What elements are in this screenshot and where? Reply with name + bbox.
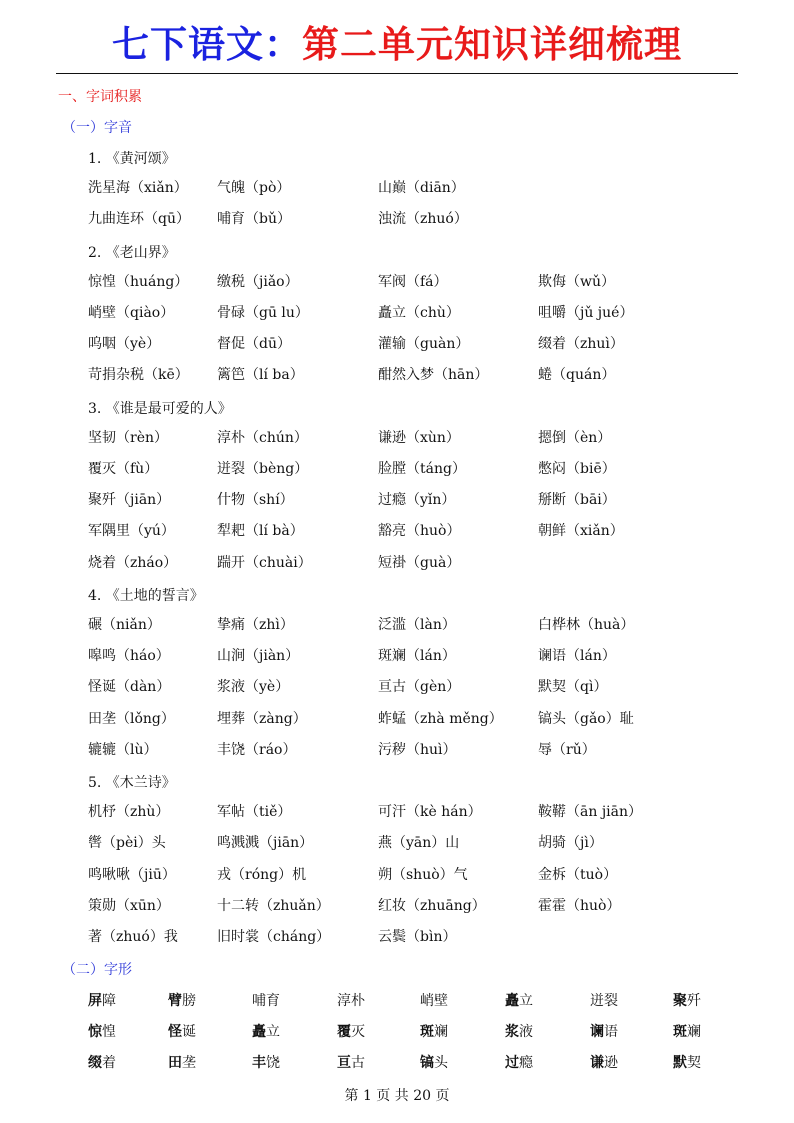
glyph-item [88,990,116,1010]
glyph-char-1: 臂 [168,993,182,1009]
vocab-item: 十二转（zhuǎn） [217,897,330,914]
vocab-item: 咀嚼（jǔ jué） [538,305,634,321]
glyph-char-1: 屏 [88,993,102,1009]
vocab-row [0,832,794,856]
glyph-char-1: 聚 [673,993,687,1009]
vocab-row [0,427,794,451]
glyph-item [673,1052,701,1072]
vocab-item: 谦逊（xùn） [378,429,460,446]
vocab-item: 碾（niǎn） [88,617,161,633]
vocab-row [0,364,794,388]
glyph-char-2: 语 [604,1024,618,1040]
glyph-char-1: 矗 [252,1024,266,1040]
glyph-char-2: 斓 [434,1024,448,1040]
glyph-char-2: 立 [519,993,533,1009]
glyph-item [252,1052,280,1072]
glyph-char-2: 逊 [604,1055,618,1071]
vocab-item: 聚歼（jiān） [88,492,171,509]
vocab-item: 燕（yān）山 [378,835,460,852]
glyph-item [420,990,448,1010]
vocab-item: 鸣啾啾（jiū） [88,866,176,883]
section-heading: 一、字词积累 [58,89,142,105]
vocab-item: 蚱蜢（zhà měng） [378,710,503,727]
vocab-item: 掰断（bāi） [538,492,616,509]
vocab-item: 朔（shuò）气 [378,866,468,883]
vocab-item: 呜咽（yè） [88,336,161,353]
glyph-char-1: 惊 [88,1024,102,1040]
lesson-title: 4. 《土地的誓言》 [88,587,204,604]
glyph-char-1: 斑 [420,1024,434,1040]
glyph-item [337,1052,365,1072]
glyph-char-1: 丰 [252,1055,266,1071]
vocab-row [0,520,794,544]
vocab-row [0,208,794,232]
glyph-item [590,990,618,1010]
vocab-item: 旧时裳（cháng） [217,929,331,945]
vocab-item: 九曲连环（qū） [88,211,190,228]
vocab-item: 踹开（chuài） [217,554,312,571]
glyph-char-1: 默 [673,1055,687,1071]
vocab-item: 浊流（zhuó） [378,211,468,228]
vocab-item: 烧着（zháo） [88,554,178,571]
vocab-item: 什物（shí） [217,492,294,509]
glyph-item [420,1021,448,1041]
glyph-char-1: 怪 [168,1024,182,1040]
glyph-char-2: 头 [434,1055,448,1071]
glyph-char-1: 缀 [88,1055,102,1071]
glyph-item [673,990,701,1010]
glyph-item [337,1021,365,1041]
glyph-item [168,1052,196,1072]
vocab-item: 挚痛（zhì） [217,617,294,633]
vocab-item: 埋葬（zàng） [217,710,307,727]
glyph-char-2: 立 [266,1024,280,1040]
vocab-item: 辔（pèi）头 [88,835,166,852]
glyph-row [0,1021,794,1045]
vocab-item: 金柝（tuò） [538,866,618,883]
glyph-char-1: 斑 [673,1024,687,1040]
vocab-row [0,895,794,919]
vocab-row [0,926,794,950]
glyph-char-1: 矗 [505,993,519,1009]
lesson-title: 5. 《木兰诗》 [88,775,176,791]
glyph-char-2: 垄 [182,1055,196,1071]
vocab-row [0,864,794,888]
glyph-char-2: 惶 [102,1024,116,1040]
glyph-item [252,1021,280,1041]
vocab-item: 犁耙（lí bà） [217,523,304,540]
vocab-row [0,458,794,482]
glyph-char-1: 浆 [505,1024,519,1040]
vocab-item: 谰语（lán） [538,648,616,665]
glyph-char-2: 契 [687,1055,701,1071]
glyph-char-2: 歼 [687,993,701,1009]
vocab-item: 污秽（huì） [378,741,457,758]
glyph-char-2: 迸裂 [590,993,618,1009]
vocab-row [0,645,794,669]
vocab-item: 戎（róng）机 [217,866,307,883]
vocab-item: 浆液（yè） [217,679,290,696]
vocab-item: 短褂（guà） [378,554,461,571]
vocab-row [0,302,794,326]
glyph-item [505,1021,533,1041]
glyph-item [420,1052,448,1072]
vocab-item: 缴税（jiǎo） [217,273,299,290]
glyph-item [168,990,196,1010]
vocab-row [0,271,794,295]
vocab-item: 山涧（jiàn） [217,648,300,665]
page-footer: 第 1 页 共 20 页 [344,1088,450,1104]
vocab-item: 辱（rǔ） [538,741,596,758]
glyph-char-2: 瘾 [519,1055,533,1071]
vocab-row [0,177,794,201]
vocab-item: 气魄（pò） [217,180,291,197]
vocab-item: 军阀（fá） [378,273,448,290]
vocab-row [0,614,794,638]
vocab-item: 亘古（gèn） [378,679,461,696]
glyph-char-2: 饶 [266,1055,280,1071]
glyph-item [252,990,280,1010]
glyph-row [0,990,794,1014]
vocab-item: 军隅里（yú） [88,523,175,540]
vocab-item: 霍霍（huò） [538,897,621,914]
glyph-char-1: 亘 [337,1055,351,1071]
vocab-item: 丰饶（ráo） [217,741,297,758]
vocab-item: 苛捐杂税（kē） [88,367,189,384]
glyph-char-1: 过 [505,1055,519,1071]
subsection-pronunciation: （一）字音 [62,120,132,136]
lesson-title: 3. 《谁是最可爱的人》 [88,400,232,417]
vocab-item: 峭壁（qiào） [88,305,175,321]
vocab-item: 可汗（kè hán） [378,804,482,821]
glyph-item [673,1021,701,1041]
glyph-item [88,1052,116,1072]
page-title [0,14,794,68]
vocab-item: 骨碌（gū lu） [217,305,309,321]
vocab-item: 憋闷（biē） [538,461,616,477]
vocab-item: 胡骑（jì） [538,835,603,852]
vocab-item: 淳朴（chún） [217,429,308,446]
vocab-item: 田垄（lǒng） [88,710,175,727]
vocab-item: 督促（dū） [217,336,291,353]
glyph-item [337,990,365,1010]
vocab-item: 云鬓（bìn） [378,929,457,945]
glyph-char-2: 峭壁 [420,993,448,1009]
glyph-char-2: 哺育 [252,993,280,1009]
glyph-char-1: 镐 [420,1055,434,1071]
title-part-1: 七下语文： [112,23,302,66]
vocab-item: 山巅（diān） [378,180,465,197]
vocab-item: 鞍鞯（ān jiān） [538,804,642,821]
vocab-row [0,552,794,576]
vocab-item: 机杼（zhù） [88,804,170,821]
title-rule [56,73,738,74]
glyph-char-2: 古 [351,1055,365,1071]
vocab-item: 豁亮（huò） [378,523,461,540]
vocab-item: 著（zhuó）我 [88,929,178,945]
vocab-item: 矗立（chù） [378,305,460,321]
glyph-char-1: 田 [168,1055,182,1071]
vocab-item: 鸣溅溅（jiān） [217,835,314,852]
vocab-item: 缀着（zhuì） [538,336,624,353]
vocab-row [0,489,794,513]
vocab-row [0,676,794,700]
vocab-item: 策勋（xūn） [88,897,170,914]
vocab-item: 篱笆（lí ba） [217,367,304,384]
vocab-item: 欺侮（wǔ） [538,273,615,290]
glyph-row [0,1052,794,1076]
glyph-item [590,1021,618,1041]
title-part-2: 第二单元知识详细梳理 [302,23,682,66]
vocab-item: 镐头（gǎo）耻 [538,710,634,727]
glyph-item [88,1021,116,1041]
vocab-item: 辘辘（lù） [88,741,158,758]
vocab-item: 默契（qì） [538,679,608,696]
vocab-row [0,333,794,357]
vocab-item: 过瘾（yǐn） [378,492,456,509]
glyph-char-2: 斓 [687,1024,701,1040]
vocab-item: 斑斓（lán） [378,648,456,665]
glyph-char-2: 着 [102,1055,116,1071]
vocab-item: 坚韧（rèn） [88,429,168,446]
vocab-row [0,801,794,825]
vocab-item: 朝鲜（xiǎn） [538,523,624,540]
lesson-title: 1. 《黄河颂》 [88,151,176,167]
vocab-item: 军帖（tiě） [217,804,292,821]
vocab-item: 泛滥（làn） [378,617,456,633]
vocab-item: 洗星海（xiǎn） [88,180,188,197]
glyph-char-2: 液 [519,1024,533,1040]
subsection-glyphs: （二）字形 [62,962,132,978]
vocab-item: 红妆（zhuāng） [378,897,486,914]
glyph-char-2: 诞 [182,1024,196,1040]
glyph-item [505,1052,533,1072]
glyph-char-2: 膀 [182,993,196,1009]
vocab-item: 迸裂（bèng） [217,461,309,477]
vocab-item: 脸膛（táng） [378,461,466,477]
glyph-item [168,1021,196,1041]
vocab-item: 惊惶（huáng） [88,273,189,290]
glyph-char-2: 淳朴 [337,993,365,1009]
glyph-char-1: 覆 [337,1024,351,1040]
glyph-item [590,1052,618,1072]
vocab-item: 嗥鸣（háo） [88,648,170,665]
vocab-item: 怪诞（dàn） [88,679,171,696]
vocab-item: 覆灭（fù） [88,461,159,477]
glyph-char-2: 灭 [351,1024,365,1040]
vocab-item: 蜷（quán） [538,367,616,384]
vocab-item: 摁倒（èn） [538,429,612,446]
glyph-char-1: 谦 [590,1055,604,1071]
glyph-char-2: 障 [102,993,116,1009]
vocab-item: 哺育（bǔ） [217,211,291,228]
glyph-char-1: 谰 [590,1024,604,1040]
vocab-item: 白桦林（huà） [538,617,635,633]
vocab-row [0,739,794,763]
vocab-row [0,708,794,732]
vocab-item: 灌输（guàn） [378,336,470,353]
vocab-item: 酣然入梦（hān） [378,367,489,384]
glyph-item [505,990,533,1010]
lesson-title: 2. 《老山界》 [88,244,176,261]
